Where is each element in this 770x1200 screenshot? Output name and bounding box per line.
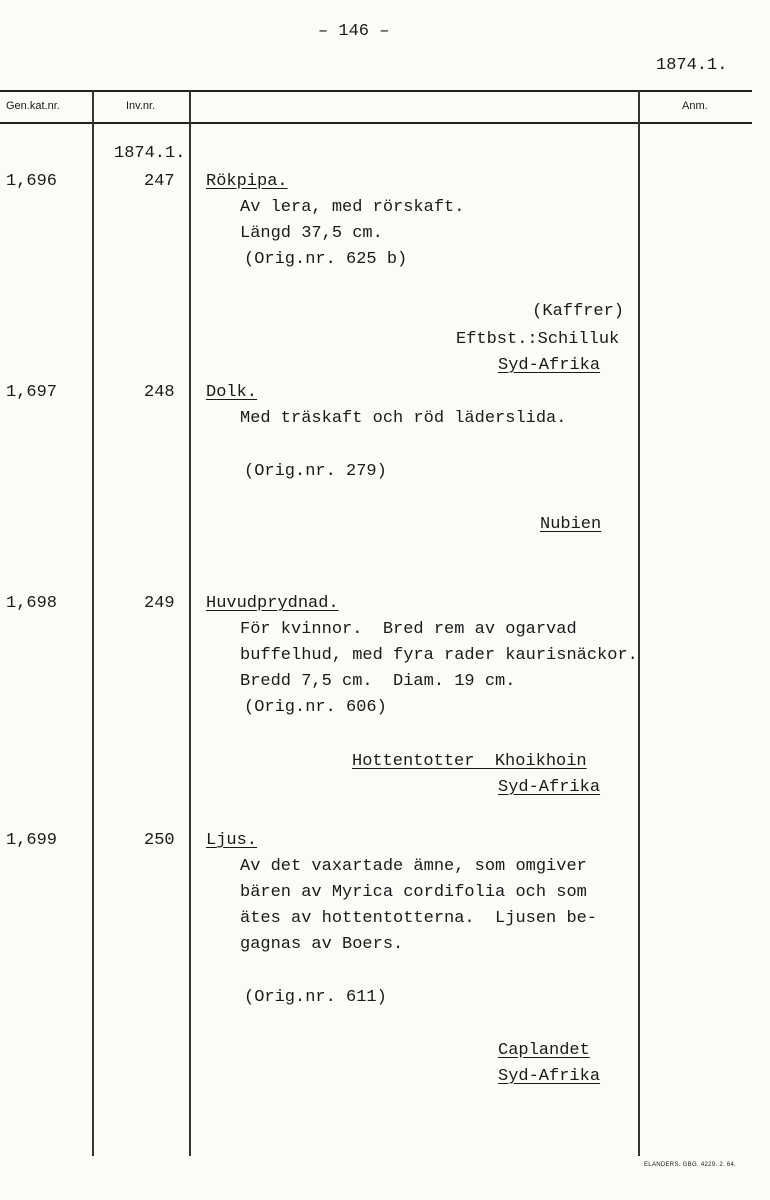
entry-title: Rökpipa.: [206, 172, 288, 191]
entry-tag-line: Syd-Afrika: [498, 778, 601, 797]
entry-description-line: Av lera, med rörskaft.: [240, 198, 465, 217]
inv-nr: 247: [144, 172, 175, 191]
gen-kat-nr: 1,699: [6, 831, 58, 850]
entry-tag-line: Syd-Afrika: [498, 356, 601, 375]
printer-mark: ELANDERS. GBG. 4229. 2. 64.: [644, 1162, 737, 1168]
col-header-anm: Anm.: [682, 100, 708, 112]
entry-description-line: ätes av hottentotterna. Ljusen be-: [240, 909, 598, 928]
entry-description-line: (Orig.nr. 625 b): [244, 250, 408, 269]
entry-description-line: Bredd 7,5 cm. Diam. 19 cm.: [240, 672, 516, 691]
inv-heading: 1874.1.: [114, 144, 186, 163]
entry-description-line: (Orig.nr. 606): [244, 698, 387, 717]
entry-tag-line: Hottentotter Khoikhoin: [352, 752, 587, 771]
entry-description-line: buffelhud, med fyra rader kaurisnäckor.: [240, 646, 638, 665]
col-header-gen-kat-nr: Gen.kat.nr.: [6, 100, 60, 112]
gen-kat-nr: 1,697: [6, 383, 58, 402]
entry-title: Ljus.: [206, 831, 258, 850]
gen-kat-nr: 1,698: [6, 594, 58, 613]
entry-description-line: Av det vaxartade ämne, som omgiver: [240, 857, 587, 876]
entry-tag-line: (Kaffrer): [532, 302, 624, 321]
column-divider-2: [189, 90, 191, 1156]
entry-description-line: Med träskaft och röd läderslida.: [240, 409, 567, 428]
entry-description-line: (Orig.nr. 279): [244, 462, 387, 481]
entry-description-line: gagnas av Boers.: [240, 935, 404, 954]
entry-tag-line: Eftbst.:Schilluk: [456, 330, 620, 349]
entry-title: Dolk.: [206, 383, 258, 402]
entry-tag-line: Syd-Afrika: [498, 1067, 601, 1086]
header-code: 1874.1.: [656, 56, 728, 75]
entry-tag-line: Caplandet: [498, 1041, 590, 1060]
entry-description-line: bären av Myrica cordifolia och som: [240, 883, 587, 902]
column-divider-1: [92, 90, 94, 1156]
entry-description-line: (Orig.nr. 611): [244, 988, 387, 1007]
column-divider-3: [638, 90, 640, 1156]
entry-description-line: Längd 37,5 cm.: [240, 224, 383, 243]
gen-kat-nr: 1,696: [6, 172, 58, 191]
entry-title: Huvudprydnad.: [206, 594, 339, 613]
inv-nr: 250: [144, 831, 175, 850]
inv-nr: 249: [144, 594, 175, 613]
page-number: – 146 –: [318, 22, 390, 41]
inv-nr: 248: [144, 383, 175, 402]
col-header-inv-nr: Inv.nr.: [126, 100, 156, 112]
entry-tag-line: Nubien: [540, 515, 602, 534]
entry-description-line: För kvinnor. Bred rem av ogarvad: [240, 620, 577, 639]
